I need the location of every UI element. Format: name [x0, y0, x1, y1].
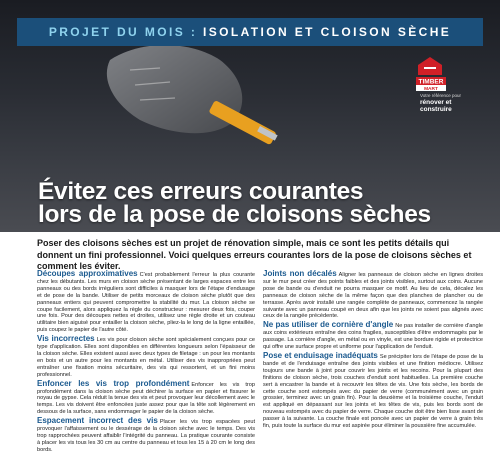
section-heading: Vis incorrectes: [37, 334, 95, 344]
headline-line-1: Évitez ces erreurs courantes: [38, 178, 364, 205]
intro-paragraph: Poser des cloisons sèches est un projet de rénovation simple, mais ce sont les petits détails qui donnent un fini professionnel. Voici quelques erreurs courantes lors de la pose de cloisons sèches et comment les éviter.: [37, 238, 472, 272]
logo-tagline: Votre référence pour: [420, 93, 462, 98]
section-heading: Ne pas utiliser de cornière d'angle: [263, 320, 394, 330]
section-body: Les vis pour cloison sèche sont spécialement conçues pour ce type d'application. Elles sont disponibles en différentes longueurs selon l'épaisseur de la cloison sèche. Elles existent aussi avec deux types de filetage : un pour les montants en bois et un autre pour les montants en métal. Utiliser des vis inappropriées peut entraîner une fixation moins sécuritaire, des vis qui ressortent, et un fini moins professionnel.: [37, 337, 256, 378]
section-heading: Pose et enduisage inadéquats: [263, 350, 378, 360]
section-body: Ne pas installer de cornière d'angle aux coins extérieurs entraîne des coins fragiles, susceptibles d'être endommagés par le passage. La cornière d'angle, en métal ou en vinyle, est une bordure rigide et protectrice qui offre une surface propre et uniforme pour l'application de l'enduit.: [263, 323, 483, 351]
section-heading: Découpes approximatives: [37, 269, 138, 278]
section-screw-spacing: [37, 418, 255, 454]
banner-text: [17, 18, 483, 46]
svg-text:TIMBER: TIMBER: [418, 78, 444, 86]
headline: [38, 180, 498, 226]
timber-mart-logo: [406, 55, 476, 113]
timber-mart-logo-icon: [406, 55, 476, 93]
section-heading: Enfoncer les vis trop profondément: [37, 378, 190, 388]
section-corner-bead: [263, 322, 483, 351]
section-staggered-joints: [263, 271, 483, 320]
section-body: Enfoncer les vis trop profondément dans la cloison sèche peut déchirer la surface en papier et fissurer le noyau de gypse. Cela réduit la tenue des vis et peut provoquer leur décollement avec le temps. Les vis doivent être enfoncées juste assez pour que la tête soit légèrement en dessous de la surface, sans endommager le papier de la cloison sèche.: [37, 381, 255, 416]
section-body: Se précipiter lors de l'étape de pose de la bande et de l'enduisage entraîne des joints visibles et une finition médiocre. Utilisez toujours une bande à joint pour couvrir les joints et les recoins. Pour la plupart des finitions de cloison sèche, trois couches d'enduit sont habituelles. La première couche sert à encastrer la bande et à recouvrir les têtes de vis. Une fois sèche, les bords de cette couche sont estompés avec du papier de verre (communément avec un grain grossier, terminez avec un grain fin). Pour la deuxième et la troisième couche, l'enduit est appliqué en dépassant sur les joints et les têtes de vis, puis les bords sont de nouveau estompés avec du papier de verre. Chaque couche doit être bien lisse avant de passer à la suivante. La couche finale est poncée avec un papier de verre à grain très fin, puis toute la surface du mur est aspirée pour éliminer la poussière fine accumulée.: [263, 353, 483, 430]
section-body: C'est probablement l'erreur la plus courante chez les débutants. Les murs en cloison sèche présentant de larges espaces entre les panneaux ou des bords irréguliers sont difficiles à masquer lors de l'étape d'endusage et de pose de la bande. Utiliser de petits morceaux de cloison sèche plutôt que des panneaux entiers qui peuvent compromettre la stabilité du mur. La cloison sèche se coupe facilement, alors appliquez la règle du constructeur : mesurer deux fois, couper une fois. Pour des découpes nettes et droites, utilisez une règle droite et un couteau utilitaire bien aiguisé pour entailler la cloison sèche, pliez-la le long de la ligne entaillée, puis coupez le papier de l'autre côté.: [37, 272, 255, 334]
section-rough-cuts: [37, 271, 255, 334]
project-banner: [17, 18, 483, 46]
section-body: Placer les vis trop espacées peut provoquer l'affaissement ou le dessérage de la cloison sèche avec le temps. Des vis trop rapprochées peuvent affaiblir l'intégrité du panneau. La pratique courante consiste à placer les vis tous les 30 cm au centre du panneau et tous les 15 à 20 cm le long des bords.: [37, 419, 255, 453]
hero-photo: [0, 0, 500, 232]
left-column: [37, 271, 255, 456]
section-body: Aligner les panneaux de cloison sèche en lignes droites sur le mur peut créer des points faibles et des joints visibles, surtout aux coins. Aucune pose de bande ou d'enduit ne pourra masquer ce motif. Au lieu de cela, décalez les panneaux de cloison sèche de la même façon que des planches de plancher ou de terrasse. Après avoir installé une rangée complète de panneaux, commencez la rangée suivante avec un panneau coupé en deux afin que les joints ne soient pas alignés avec ceux de la rangée précédente.: [263, 272, 483, 320]
right-column: [263, 271, 483, 432]
section-heading: Espacement incorrect des vis: [37, 416, 158, 426]
section-heading: Joints non décalés: [263, 269, 337, 278]
headline-line-2: lors de la pose de cloisons sèches: [38, 201, 431, 228]
banner-topic: ISOLATION ET CLOISON SÈCHE: [202, 25, 452, 39]
section-deep-screws: [37, 378, 255, 417]
section-taping-mudding: [263, 350, 483, 430]
logo-tagline-strong: rénover et construire: [420, 99, 452, 113]
section-wrong-screws: [37, 336, 255, 378]
glove-cutting-illustration: [100, 40, 290, 160]
banner-label: PROJET DU MOIS :: [48, 25, 203, 39]
svg-text:MART: MART: [424, 87, 438, 92]
